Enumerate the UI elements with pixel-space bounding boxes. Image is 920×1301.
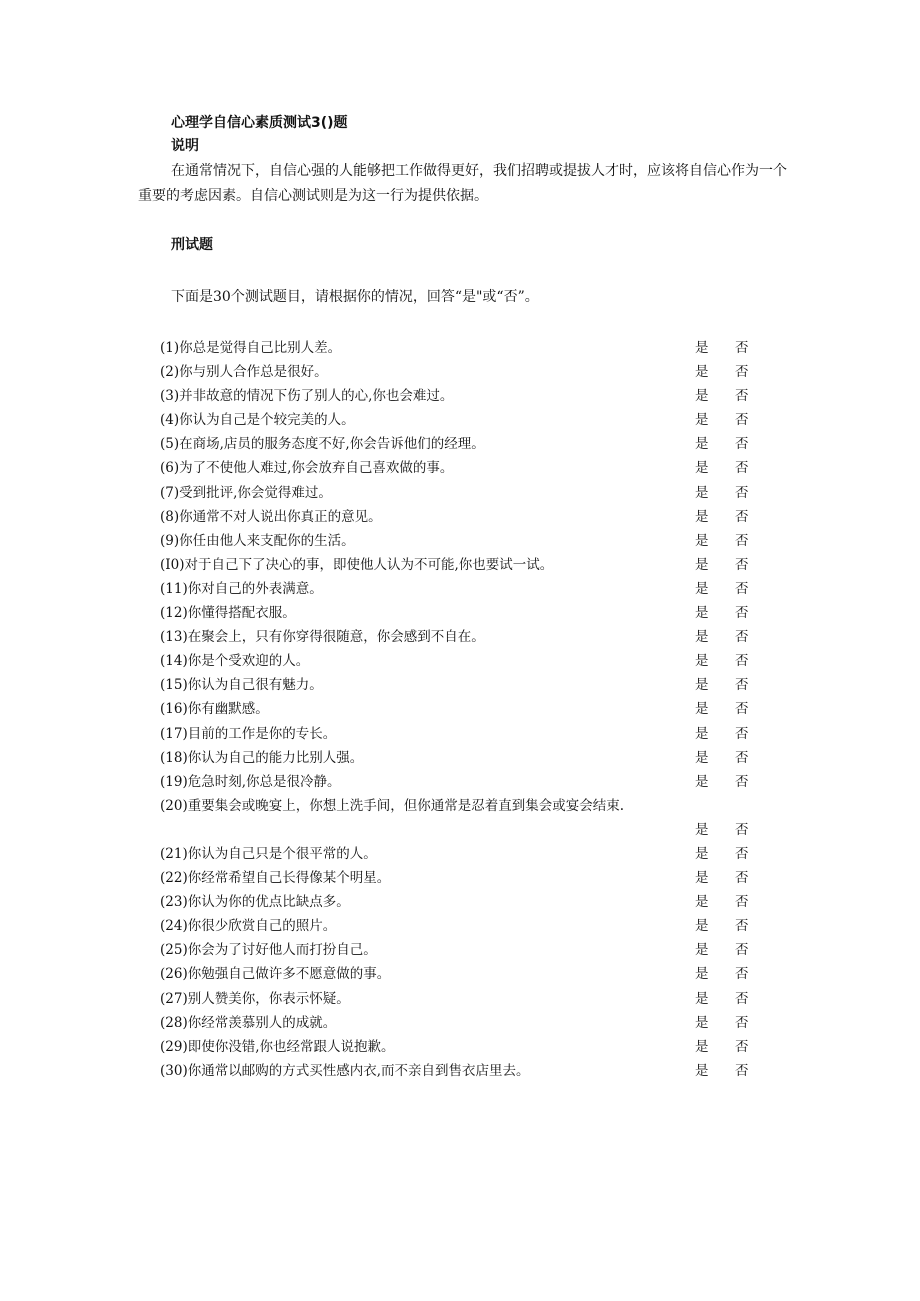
question-row <box>160 914 760 938</box>
question-row <box>160 384 760 408</box>
question-text: (16)你有幽默感。 <box>160 701 269 718</box>
question-text: (5)在商场,店员的服务态度不好,你会告诉他们的经理。 <box>160 436 485 453</box>
answer-yes-option[interactable]: 是 <box>695 1014 709 1031</box>
answer-yes-option[interactable]: 是 <box>695 629 709 646</box>
question-text: (8)你通常不对人说出你真正的意见。 <box>160 508 382 525</box>
answer-no-option[interactable]: 否 <box>735 749 749 766</box>
question-row <box>160 962 760 986</box>
question-row <box>160 746 760 770</box>
answer-yes-option[interactable]: 是 <box>695 556 709 573</box>
question-row <box>160 938 760 962</box>
question-row <box>160 408 760 432</box>
question-text: (11)你对自己的外表满意。 <box>160 580 323 597</box>
answer-no-option[interactable]: 否 <box>735 1062 749 1079</box>
question-row <box>160 794 760 842</box>
answer-yes-option[interactable]: 是 <box>695 1038 709 1055</box>
question-text: (30)你通常以邮购的方式买性感内衣,而不亲自到售衣店里去。 <box>160 1062 530 1079</box>
question-text: (22)你经常希望自己长得像某个明星。 <box>160 870 391 887</box>
question-row <box>160 1059 760 1083</box>
question-row <box>160 673 760 697</box>
answer-yes-option[interactable]: 是 <box>695 484 709 501</box>
answer-no-option[interactable]: 否 <box>735 845 749 862</box>
answer-yes-option[interactable]: 是 <box>695 942 709 959</box>
question-row <box>160 625 760 649</box>
question-text: (21)你认为自己只是个很平常的人。 <box>160 845 377 862</box>
answer-no-option[interactable]: 否 <box>735 870 749 887</box>
question-row <box>160 529 760 553</box>
answer-yes-option[interactable]: 是 <box>695 388 709 405</box>
question-text: (3)并非故意的情况下伤了别人的心,你也会难过。 <box>160 388 454 405</box>
question-text: (25)你会为了讨好他人而打扮自己。 <box>160 942 377 959</box>
question-row <box>160 360 760 384</box>
question-text: (1)你总是觉得自己比别人差。 <box>160 340 342 356</box>
question-row <box>160 770 760 794</box>
answer-no-option[interactable]: 否 <box>735 532 749 549</box>
answer-no-option[interactable]: 否 <box>735 701 749 718</box>
question-row <box>160 722 760 746</box>
question-row <box>160 577 760 601</box>
instruction-text: 下面是30个测试题目，请根据你的情况，回答“是"或“否”。 <box>171 289 539 305</box>
question-text: (24)你很少欣赏自己的照片。 <box>160 918 337 935</box>
answer-no-option[interactable]: 否 <box>735 918 749 935</box>
question-text: (23)你认为你的优点比缺点多。 <box>160 894 350 911</box>
answer-yes-option[interactable]: 是 <box>695 966 709 983</box>
question-text: (28)你经常羡慕别人的成就。 <box>160 1014 337 1031</box>
question-row <box>160 481 760 505</box>
question-text: (26)你勉强自己做许多不愿意做的事。 <box>160 966 391 983</box>
answer-no-option[interactable]: 否 <box>735 629 749 646</box>
question-list <box>160 336 760 1083</box>
question-row <box>160 601 760 625</box>
question-row <box>160 432 760 456</box>
question-text: (14)你是个受欢迎的人。 <box>160 653 310 670</box>
answer-yes-option[interactable]: 是 <box>695 725 709 742</box>
explanation-paragraph: 在通常情况下，自信心强的人能够把工作做得更好，我们招聘或提拔人才时，应该将自信心作为一个重要的考虑因素。自信心测试则是为这一行为提供依据。 <box>138 163 787 204</box>
answer-no-option[interactable]: 否 <box>735 460 749 477</box>
answer-no-option[interactable]: 否 <box>735 436 749 453</box>
question-row <box>160 987 760 1011</box>
answer-no-option[interactable]: 否 <box>735 990 749 1007</box>
answer-no-option[interactable]: 否 <box>735 340 749 356</box>
question-row <box>160 553 760 577</box>
answer-no-option[interactable]: 否 <box>735 966 749 983</box>
question-row <box>160 336 760 360</box>
question-row <box>160 1011 760 1035</box>
answer-yes-option[interactable]: 是 <box>695 894 709 911</box>
question-row <box>160 842 760 866</box>
question-text: (20)重要集会或晚宴上，你想上洗手间，但你通常是忍着直到集会或宴会结束. <box>160 797 625 814</box>
question-text: (19)危急时刻,你总是很冷静。 <box>160 773 341 790</box>
answer-yes-option[interactable]: 是 <box>695 340 709 356</box>
question-row <box>160 1035 760 1059</box>
answer-no-option[interactable]: 否 <box>735 1038 749 1055</box>
answer-yes-option[interactable]: 是 <box>695 1062 709 1079</box>
answer-no-option[interactable]: 否 <box>735 364 749 381</box>
answer-yes-option[interactable]: 是 <box>695 508 709 525</box>
answer-yes-option[interactable]: 是 <box>695 532 709 549</box>
question-row <box>160 456 760 480</box>
answer-no-option[interactable]: 否 <box>735 821 749 838</box>
answer-yes-option[interactable]: 是 <box>695 749 709 766</box>
question-text: (27)别人赞美你，你表示怀疑。 <box>160 990 350 1007</box>
document-title: 心理学自信心素质测试3()题 <box>171 115 348 131</box>
question-row <box>160 697 760 721</box>
answer-yes-option[interactable]: 是 <box>695 653 709 670</box>
question-text: (17)目前的工作是你的专长。 <box>160 725 337 742</box>
answer-no-option[interactable]: 否 <box>735 412 749 429</box>
question-text: (18)你认为自己的能力比别人强。 <box>160 749 364 766</box>
answer-no-option[interactable]: 否 <box>735 773 749 790</box>
question-text: (15)你认为自己很有魅力。 <box>160 677 323 694</box>
answer-yes-option[interactable]: 是 <box>695 412 709 429</box>
test-heading: 刑试题 <box>171 237 213 253</box>
answer-yes-option[interactable]: 是 <box>695 870 709 887</box>
answer-no-option[interactable]: 否 <box>735 1014 749 1031</box>
answer-no-option[interactable]: 否 <box>735 580 749 597</box>
question-text: (6)为了不使他人难过,你会放弃自己喜欢做的事。 <box>160 460 454 477</box>
explanation-heading: 说明 <box>171 138 199 154</box>
answer-no-option[interactable]: 否 <box>735 556 749 573</box>
question-text: (13)在聚会上，只有你穿得很随意，你会感到不自在。 <box>160 629 485 646</box>
answer-yes-option[interactable]: 是 <box>695 364 709 381</box>
question-text: (2)你与别人合作总是很好。 <box>160 364 328 381</box>
answer-yes-option[interactable]: 是 <box>695 845 709 862</box>
question-text: (4)你认为自己是个较完美的人。 <box>160 412 355 429</box>
answer-no-option[interactable]: 否 <box>735 605 749 622</box>
answer-yes-option[interactable]: 是 <box>695 773 709 790</box>
question-row <box>160 649 760 673</box>
answer-yes-option[interactable]: 是 <box>695 990 709 1007</box>
answer-yes-option[interactable]: 是 <box>695 821 709 838</box>
question-row <box>160 505 760 529</box>
answer-no-option[interactable]: 否 <box>735 894 749 911</box>
answer-yes-option[interactable]: 是 <box>695 460 709 477</box>
question-text: (I0)对于自己下了决心的事，即使他人认为不可能,你也要试一试。 <box>160 556 554 573</box>
question-row <box>160 890 760 914</box>
answer-yes-option[interactable]: 是 <box>695 580 709 597</box>
answer-yes-option[interactable]: 是 <box>695 918 709 935</box>
question-text: (7)受到批评,你会觉得难过。 <box>160 484 332 501</box>
question-row <box>160 866 760 890</box>
answer-no-option[interactable]: 否 <box>735 484 749 501</box>
answer-no-option[interactable]: 否 <box>735 725 749 742</box>
question-text: (29)即使你没错,你也经常跟人说抱歉。 <box>160 1038 395 1055</box>
answer-no-option[interactable]: 否 <box>735 677 749 694</box>
answer-yes-option[interactable]: 是 <box>695 605 709 622</box>
answer-no-option[interactable]: 否 <box>735 653 749 670</box>
answer-yes-option[interactable]: 是 <box>695 436 709 453</box>
answer-no-option[interactable]: 否 <box>735 942 749 959</box>
question-text: (9)你任由他人来支配你的生活。 <box>160 532 355 549</box>
answer-yes-option[interactable]: 是 <box>695 677 709 694</box>
question-text: (12)你懂得搭配衣服。 <box>160 605 296 622</box>
answer-no-option[interactable]: 否 <box>735 388 749 405</box>
answer-no-option[interactable]: 否 <box>735 508 749 525</box>
answer-yes-option[interactable]: 是 <box>695 701 709 718</box>
